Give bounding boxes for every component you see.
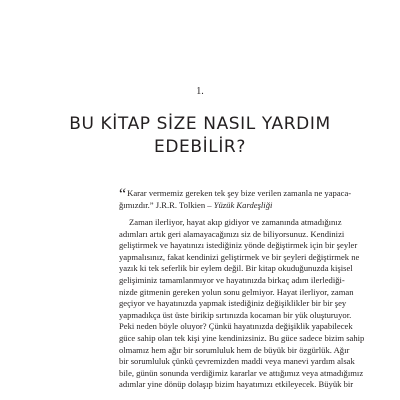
body-line: nizde gitmenin gereken yolun sonu gelmiyor. Hayat ilerliyor, zaman <box>119 286 354 297</box>
body-line: olmamız hem ağır bir sorumluluk hem de büyük bir özgürlük. Ağır <box>119 344 350 355</box>
body-line: geçiyor ve hayatınızda yapmak istediğiniz değişiklikler bir bir şey <box>119 298 347 309</box>
body-line: yazık ki tek seferlik bir eylem değil. Bir kitap okuduğunuzda kişisel <box>119 263 353 274</box>
chapter-title-line-1: BU KİTAP SİZE NASIL YARDIM <box>69 114 331 134</box>
body-line: güce sahip olan tek kişi yine kendinizsiniz. Bu güce sadece bizim sahip <box>119 332 365 343</box>
opening-quote-mark: “ <box>119 186 127 203</box>
epigraph-line-2 <box>119 199 299 211</box>
epigraph-line-1 <box>119 186 352 203</box>
epigraph-attribution: ğımızdır.” J.R.R. Tolkien – <box>119 200 214 211</box>
body-line: bile, günün sonunda verdiğimiz kararlar ve attığımız veya atmadığımız <box>119 367 364 378</box>
epigraph-work-title: Yüzük Kardeşliği <box>213 200 273 211</box>
epigraph-line-1-text: Karar vermemiz gereken tek şey bize verilen zamanla ne yapaca- <box>127 188 352 198</box>
body-line: geliştirmek ve hayatınızı istediğiniz yönde değiştirmek için bir şeyler <box>119 240 358 251</box>
body-line: adımlar yine dönüp dolaşıp bizim hayatımızı etkileyecek. Büyük bir <box>119 379 354 390</box>
body-line: yapmalısınız, fakat kendinizi geliştirmek ve bir şeyleri değiştirmek ne <box>119 251 360 262</box>
body-line: yapmadıkça üst üste birikip sırtınızda kocaman bir yük oluşturuyor. <box>119 309 352 320</box>
body-line: adımları artık geri alamayacağınızı siz de biliyorsunuz. Kendinizi <box>119 228 345 239</box>
chapter-title <box>60 113 340 159</box>
body-paragraph <box>119 217 365 391</box>
body-line: Peki neden böyle oluyor? Çünkü hayatınızda değişiklik yapabilecek <box>119 321 353 332</box>
chapter-title-line-2: EDEBİLİR? <box>154 137 246 157</box>
epigraph-quote <box>119 186 352 212</box>
chapter-number: 1. <box>196 86 204 97</box>
body-line: Zaman ilerliyor, hayat akıp gidiyor ve zamanında atmadığınız <box>129 217 342 227</box>
body-line: gelişiminiz tamamlanmıyor ve hayatınızda birkaç adım ilerlediği- <box>119 274 345 285</box>
body-line: bir sorumluluk çünkü çevremizden maddi veya manevi yardım alsak <box>119 356 355 367</box>
